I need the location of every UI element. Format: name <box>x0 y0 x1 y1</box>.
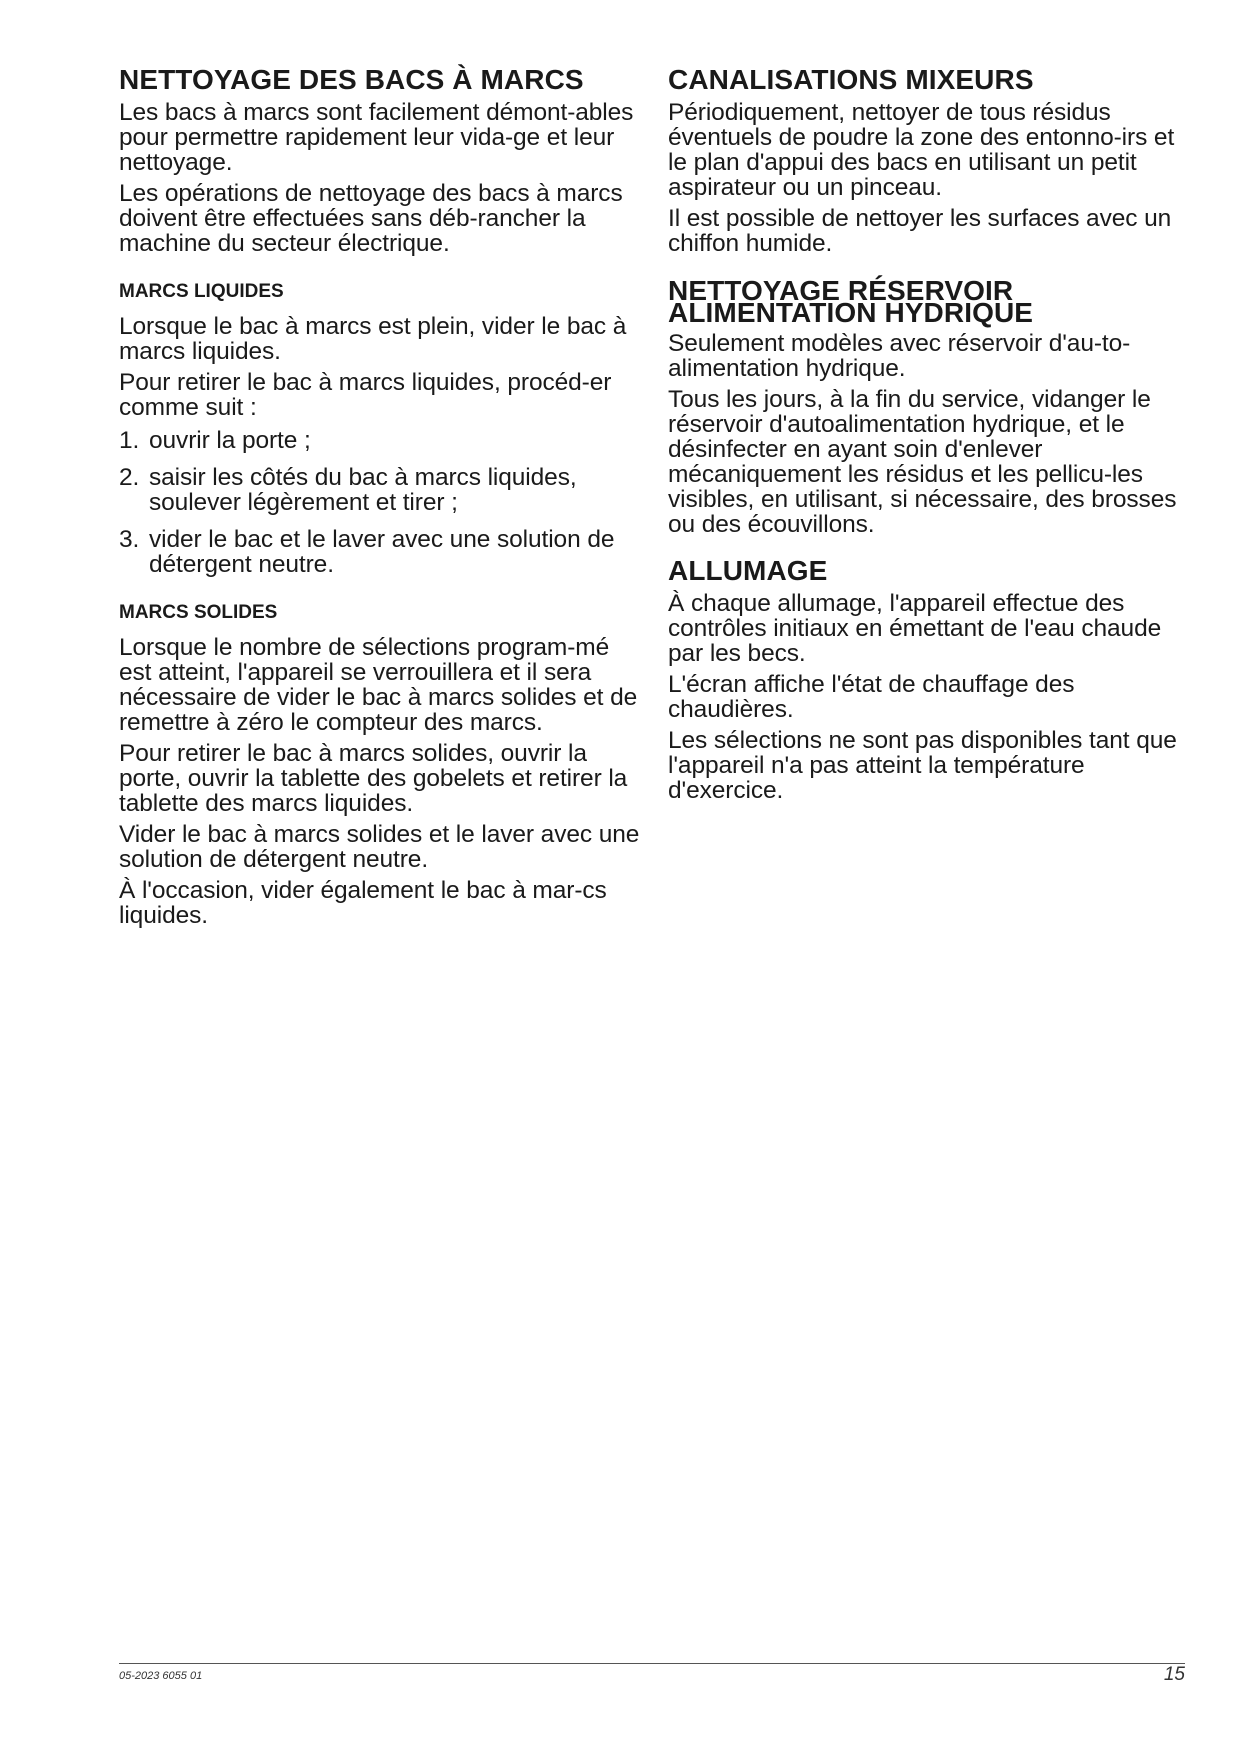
step-number: 3. <box>119 526 140 553</box>
list-item <box>119 527 647 577</box>
footer-divider <box>119 1663 1185 1664</box>
step-number: 2. <box>119 464 140 491</box>
paragraph: Tous les jours, à la fin du service, vidanger le réservoir d'autoalimentation hydrique, et le désinfecter en ayant soin d'enlever mécaniquement les résidus et les pellicu-les visibles, en utilisant, si nécessaire, des brosses ou des écouvillons. <box>668 386 1177 538</box>
paragraph: À l'occasion, vider également le bac à mar-cs liquides. <box>119 877 607 929</box>
heading-line: NETTOYAGE RÉSERVOIR <box>668 275 1014 306</box>
list-item <box>119 465 647 515</box>
paragraph: Périodiquement, nettoyer de tous résidus éventuels de poudre la zone des entonno-irs et le plan d'appui des bacs en utilisant un petit aspirateur ou un pinceau. <box>668 99 1175 201</box>
step-text: vider le bac et le laver avec une solution de détergent neutre. <box>149 526 615 578</box>
subheading-liquid-grounds: MARCS LIQUIDES <box>119 281 284 302</box>
paragraph: Pour retirer le bac à marcs liquides, procéd-er comme suit : <box>119 369 612 421</box>
document-code: 05-2023 6055 01 <box>119 1670 203 1682</box>
step-text: ouvrir la porte ; <box>149 427 311 454</box>
steps-list <box>119 428 647 577</box>
paragraph: L'écran affiche l'état de chauffage des chaudières. <box>668 671 1075 723</box>
subheading-solid-grounds: MARCS SOLIDES <box>119 602 278 623</box>
page-number: 15 <box>1163 1664 1185 1685</box>
step-number: 1. <box>119 427 140 454</box>
list-item <box>119 428 647 453</box>
paragraph: Il est possible de nettoyer les surfaces avec un chiffon humide. <box>668 205 1172 257</box>
section-heading-reservoir <box>668 275 1196 328</box>
section-heading-mixers: CANALISATIONS MIXEURS <box>668 64 1034 95</box>
paragraph: Pour retirer le bac à marcs solides, ouvrir la porte, ouvrir la tablette des gobelets et retirer la tablette des marcs liquides. <box>119 740 628 817</box>
paragraph: Les bacs à marcs sont facilement démont-ables pour permettre rapidement leur vida-ge et leur nettoyage. <box>119 99 634 176</box>
section-heading-power-on: ALLUMAGE <box>668 555 828 586</box>
paragraph: Lorsque le nombre de sélections program-mé est atteint, l'appareil se verrouillera et il sera nécessaire de vider le bac à marcs solides et de remettre à zéro le compteur des marcs. <box>119 634 638 736</box>
paragraph: Les opérations de nettoyage des bacs à marcs doivent être effectuées sans déb-rancher la machine du secteur électrique. <box>119 180 623 257</box>
paragraph: À chaque allumage, l'appareil effectue des contrôles initiaux en émettant de l'eau chaude par les becs. <box>668 590 1162 667</box>
heading-line: ALIMENTATION HYDRIQUE <box>668 297 1034 328</box>
right-column <box>668 64 1196 809</box>
paragraph: Lorsque le bac à marcs est plein, vider le bac à marcs liquides. <box>119 313 627 365</box>
paragraph: Seulement modèles avec réservoir d'au-to-alimentation hydrique. <box>668 330 1131 382</box>
step-text: saisir les côtés du bac à marcs liquides, soulever légèrement et tirer ; <box>149 464 577 516</box>
paragraph: Vider le bac à marcs solides et le laver avec une solution de détergent neutre. <box>119 821 640 873</box>
paragraph: Les sélections ne sont pas disponibles tant que l'appareil n'a pas atteint la température d'exercice. <box>668 727 1177 804</box>
left-column <box>119 64 647 934</box>
section-heading-grounds-bins: NETTOYAGE DES BACS À MARCS <box>119 64 584 95</box>
